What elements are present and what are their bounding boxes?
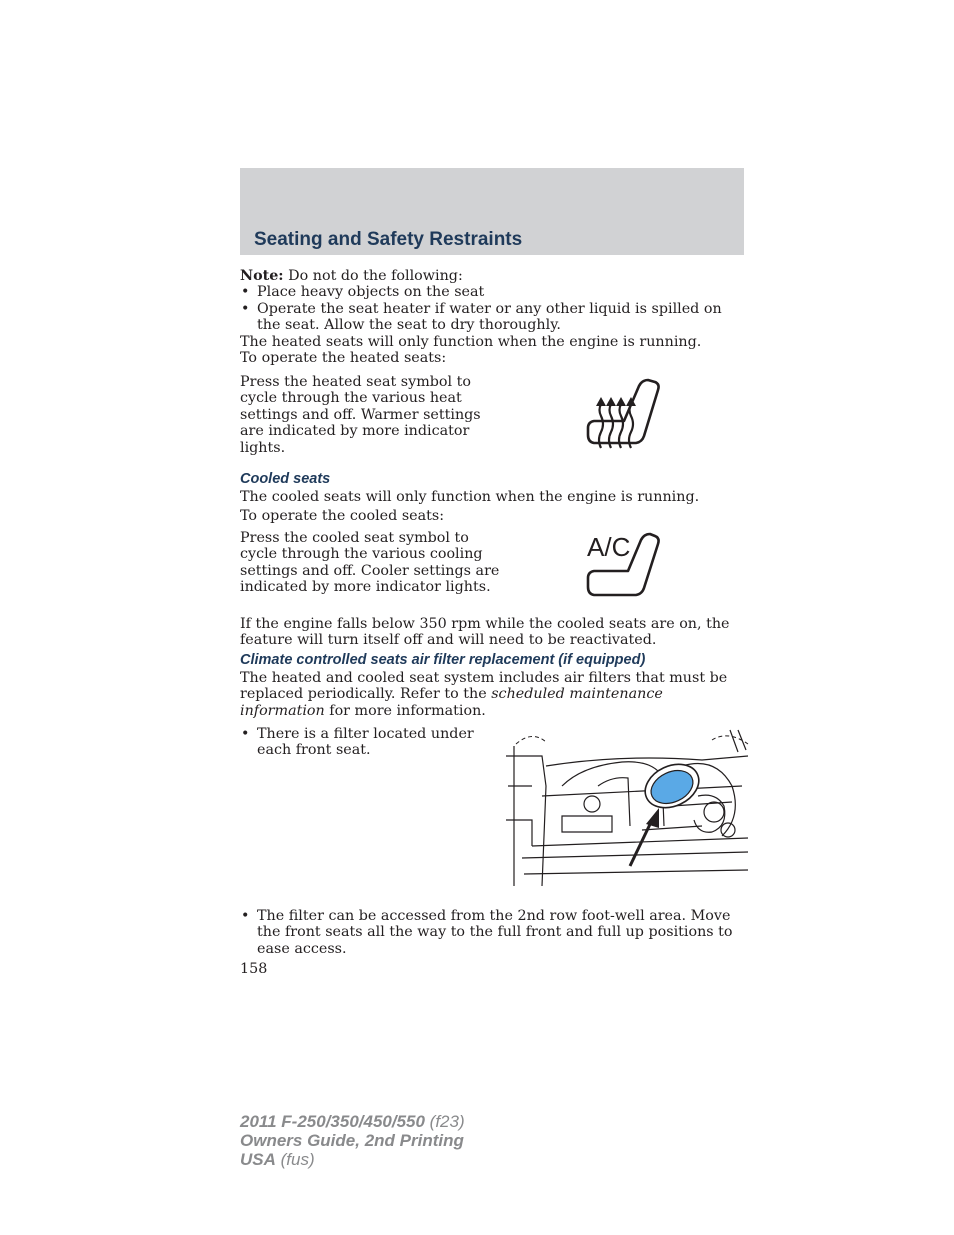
footer-line-3 (240, 1150, 465, 1169)
filter-bullet-list-2 (240, 908, 745, 957)
section-header-band (240, 168, 744, 255)
heated-instructions: Press the heated seat symbol to cycle through the various heat settings and off. Warmer settings are indicated by more indicator lights. (240, 374, 481, 456)
heated-seat-icon (584, 376, 664, 456)
filter-bullet-list (240, 726, 480, 759)
filter-bullet-2-block (240, 908, 745, 957)
footer-model-code: (f23) (424, 1112, 465, 1131)
note-text: Do not do the following: (283, 268, 463, 284)
list-item: • The filter can be accessed from the 2nd row foot-well area. Move the front seats all the way to the full front and full up positions to ease access. (240, 908, 745, 957)
filter-intro-text: The heated and cooled seat system includes air filters that must be replaced periodically. Refer to the (240, 670, 728, 703)
cooled-function-text: The cooled seats will only function when the engine is running. (240, 489, 700, 505)
cooled-seat-icon (584, 530, 664, 606)
list-item: • There is a filter located under each front seat. (240, 726, 480, 759)
ac-icon-label: A/C (587, 532, 631, 562)
cooled-operate-text: To operate the cooled seats: (240, 508, 445, 524)
filter-intro (240, 670, 745, 719)
footer-line-2: Owners Guide, 2nd Printing (240, 1131, 464, 1150)
footer-imprint (240, 1112, 465, 1169)
heated-function-text: The heated seats will only function when the engine is running. (240, 333, 702, 350)
page-number: 158 (240, 961, 268, 977)
heated-operate-text: To operate the heated seats: (240, 350, 447, 367)
list-item: • Operate the seat heater if water or any other liquid is spilled on the seat. Allow the seat to dry thoroughly. (240, 301, 745, 334)
cooled-seats-heading: Cooled seats (240, 471, 331, 487)
maintenance-reference: scheduled maintenance information (240, 686, 663, 719)
under-seat-filter-illustration (502, 726, 750, 898)
footer-model: 2011 F-250/350/450/550 (240, 1112, 425, 1131)
footer-market-code: (fus) (275, 1150, 315, 1169)
list-item: • Place heavy objects on the seat (240, 284, 745, 300)
section-title: Seating and Safety Restraints (254, 229, 523, 250)
footer-market: USA (240, 1150, 276, 1169)
note-line (240, 268, 745, 284)
filter-heading: Climate controlled seats air filter replacement (if equipped) (240, 652, 646, 668)
note-block (240, 268, 745, 366)
note-bullet-list (240, 284, 745, 333)
filter-intro-end: for more information. (324, 702, 486, 719)
filter-bullet-1-block (240, 726, 480, 759)
cooled-engine-note: If the engine falls below 350 rpm while the cooled seats are on, the feature will turn itself off and will need to be reactivated. (240, 616, 730, 649)
note-label: Note: (240, 268, 284, 284)
cooled-instructions: Press the cooled seat symbol to cycle through the various cooling settings and off. Cooler settings are indicated by more indicator lights. (240, 530, 500, 596)
footer-line-1 (240, 1112, 465, 1131)
